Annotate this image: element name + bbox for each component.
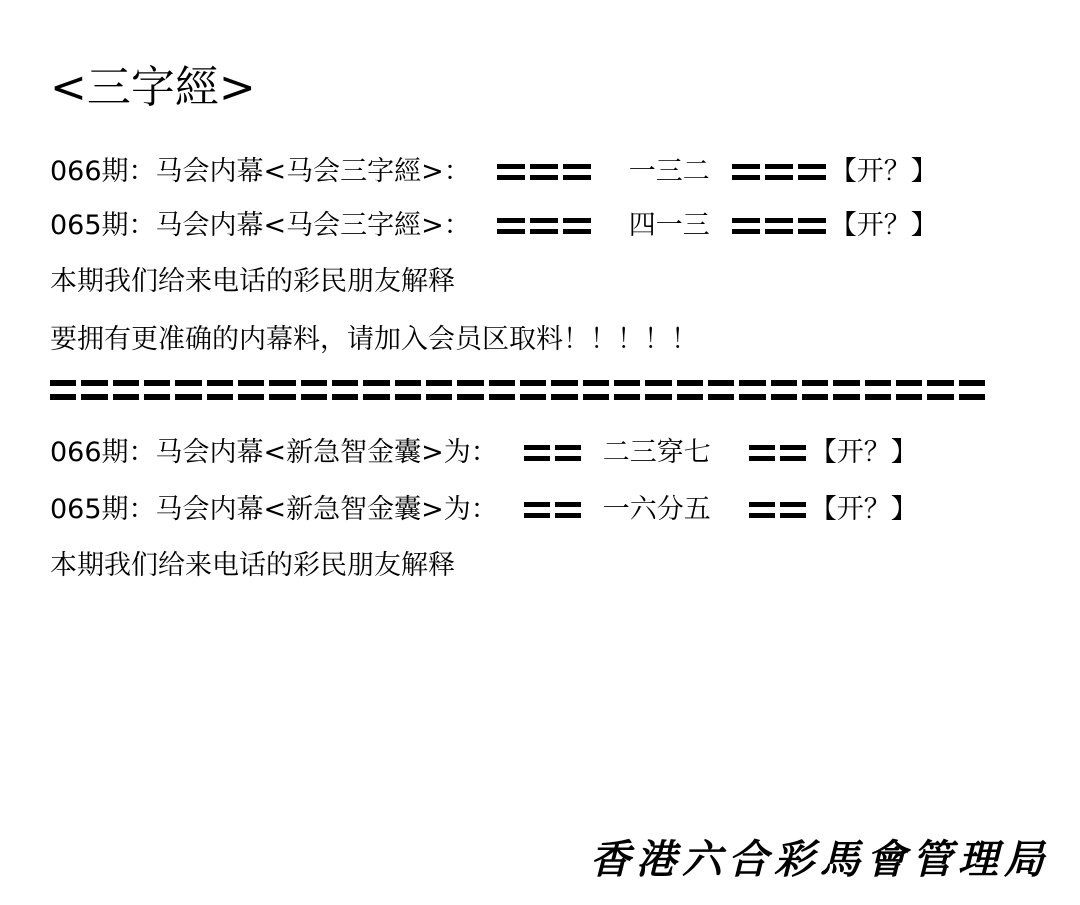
issue-label: 065期：马会内幕<新急智金囊>为： (50, 494, 498, 525)
answer-text: 四一三 (628, 210, 710, 241)
redaction-mark (732, 218, 826, 234)
redaction-mark (524, 445, 581, 461)
result-tag: 【开？】 (809, 494, 918, 525)
redaction-mark (497, 164, 591, 180)
redaction-mark (749, 502, 806, 518)
issue-label: 066期：马会内幕<马会三字經>： (50, 156, 471, 187)
redaction-mark (732, 164, 826, 180)
answer-text: 一六分五 (602, 494, 711, 525)
redaction-mark (497, 218, 591, 234)
result-tag: 【开？】 (829, 210, 938, 241)
page-title: <三字經> (50, 62, 256, 113)
issue-label: 066期：马会内幕<新急智金囊>为： (50, 437, 498, 468)
redaction-mark (524, 502, 581, 518)
result-tag: 【开？】 (829, 156, 938, 187)
result-tag: 【开？】 (809, 437, 918, 468)
issue-label: 065期：马会内幕<马会三字經>： (50, 210, 471, 241)
redaction-mark (749, 445, 806, 461)
publisher-signature: 香港六合彩馬會管理局 (590, 836, 1050, 883)
answer-text: 二三穿七 (602, 437, 711, 468)
note-line: 本期我们给来电话的彩民朋友解释 (50, 550, 455, 581)
note-line: 本期我们给来电话的彩民朋友解释 (50, 266, 455, 297)
promo-line: 要拥有更准确的内幕料，请加入会员区取料！！！！！ (50, 324, 698, 355)
prediction-line (50, 493, 918, 527)
prediction-line (50, 155, 938, 189)
prediction-line (50, 209, 938, 243)
prediction-line (50, 436, 918, 470)
divider (50, 380, 985, 400)
answer-text: 一三二 (628, 156, 710, 187)
